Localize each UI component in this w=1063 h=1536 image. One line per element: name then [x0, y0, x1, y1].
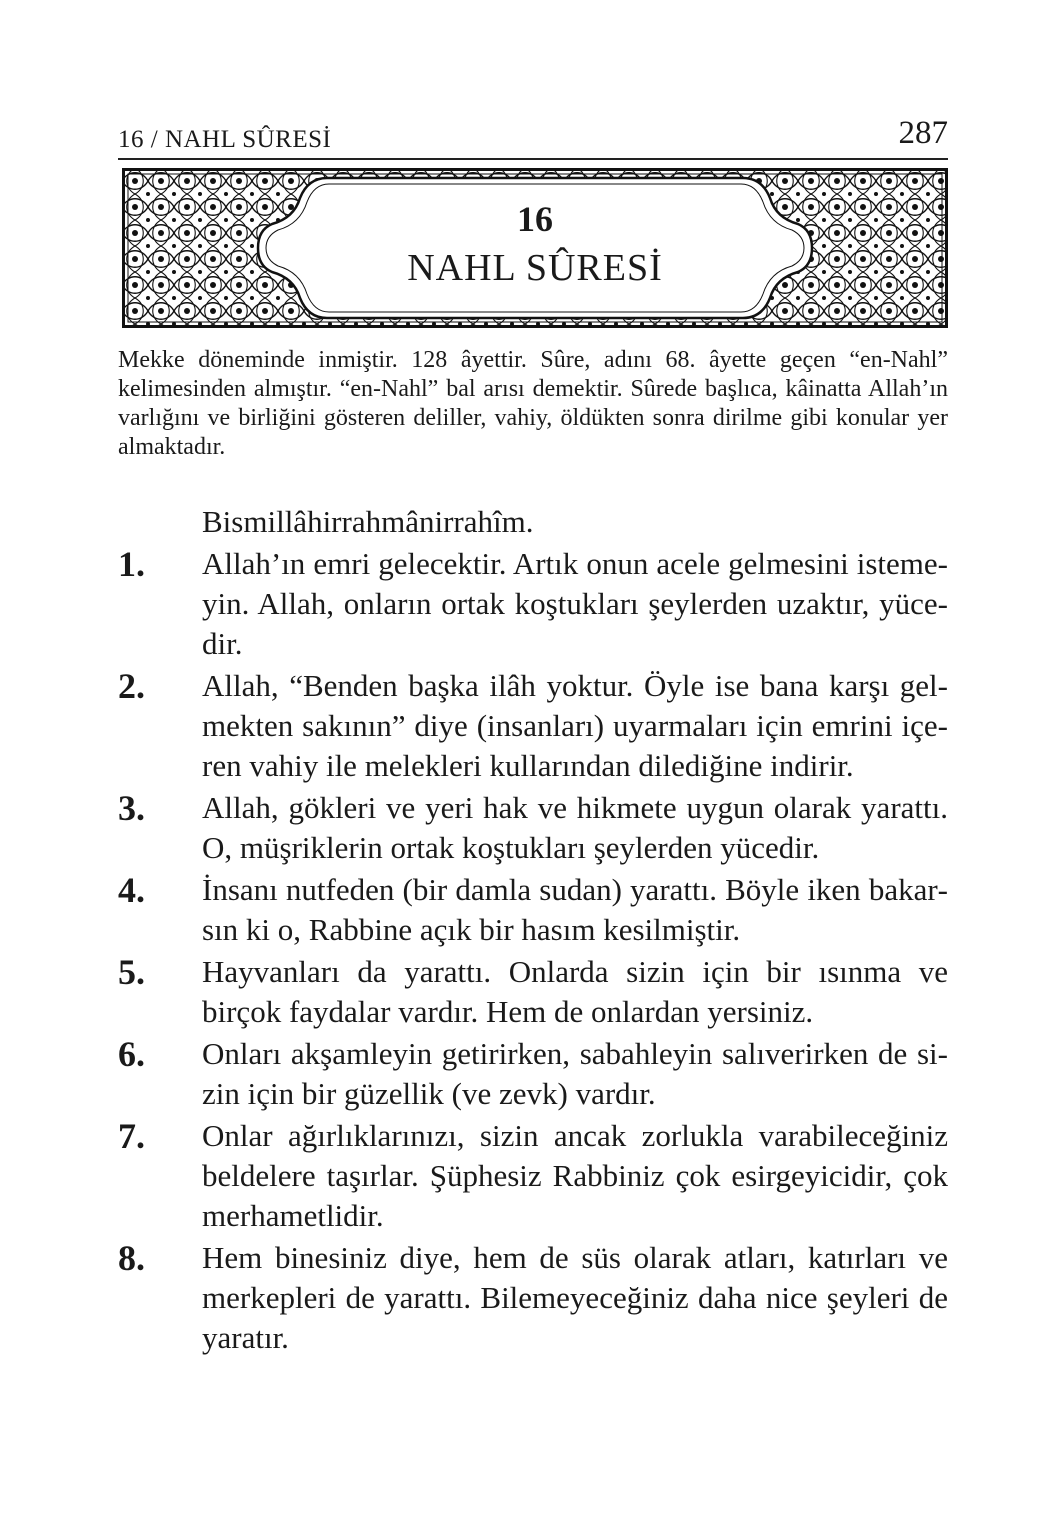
surah-introduction — [118, 346, 948, 462]
surah-number: 16 — [517, 199, 553, 239]
verse-number: 4. — [118, 870, 145, 910]
verse-text: Onları akşamleyin getirirken, sabahleyin salıverirken de sizin için bir güzellik (ve zevk) vardır. — [202, 1036, 948, 1111]
verse-list — [118, 544, 948, 1360]
verse-number: 8. — [118, 1238, 145, 1278]
surah-title: NAHL SÛRESİ — [407, 247, 663, 289]
running-header — [118, 116, 948, 160]
verse-item — [118, 666, 948, 786]
verse-number: 7. — [118, 1116, 145, 1156]
verse-number: 1. — [118, 544, 145, 584]
verse-item — [118, 1238, 948, 1358]
verse-text: Allah, “Benden başka ilâh yoktur. Öyle ise bana karşı gelmekten sakının” diye (insanları) uyarmaları için emrini içeren vahiy ile melekleri kullarından dilediğine indirir. — [202, 668, 948, 783]
verse-text: Allah’ın emri gelecektir. Artık onun acele gelmesini istemeyin. Allah, onların ortak koştukları şeylerden uzaktır, yücedir. — [202, 546, 948, 661]
verse-item — [118, 1034, 948, 1114]
verse-number: 6. — [118, 1034, 145, 1074]
verse-text: Allah, gökleri ve yeri hak ve hikmete uygun olarak yarattı. O, müşriklerin ortak koştukları şeylerden yücedir. — [202, 790, 948, 865]
basmala: Bismillâhirrahmânirrahîm. — [202, 504, 534, 539]
verse-number: 5. — [118, 952, 145, 992]
verse-text: İnsanı nutfeden (bir damla sudan) yarattı. Böyle iken bakarsın ki o, Rabbine açık bir hasım kesilmiştir. — [202, 872, 948, 947]
chapter-header: 16 / NAHL SÛRESİ — [118, 126, 332, 153]
verse-text: Hayvanları da yarattı. Onlarda sizin için bir ısınma ve birçok faydalar vardır. Hem de onlardan yersiniz. — [202, 954, 948, 1029]
intro-paragraph: Mekke döneminde inmiştir. 128 âyettir. Sûre, adını 68. âyette geçen “en-Nahl” kelimesinden almıştır. “en-Nahl” bal arısı demektir. Sûrede başlıca, kâinatta Allah’ın varlığını ve birliğini gösteren deliller, vahiy, öldükten sonra dirilme gibi konular yer almaktadır. — [118, 347, 948, 460]
verse-item — [118, 870, 948, 950]
page-number: 287 — [898, 115, 948, 151]
verse-text: Hem binesiniz diye, hem de süs olarak atları, katırları ve merkepleri de yarattı. Bilemeyeceğiniz daha nice şeyleri de yaratır. — [202, 1240, 948, 1355]
verse-number: 2. — [118, 666, 145, 706]
verse-number: 3. — [118, 788, 145, 828]
verse-text: Onlar ağırlıklarınızı, sizin ancak zorlukla varabileceğiniz beldelere taşırlar. Şüphesiz Rabbiniz çok esirgeyicidir, çok merhametlidir. — [202, 1118, 948, 1233]
verse-item — [118, 788, 948, 868]
verse-item — [118, 544, 948, 664]
surah-title-banner — [122, 168, 948, 328]
verse-item — [118, 952, 948, 1032]
verse-item — [118, 1116, 948, 1236]
